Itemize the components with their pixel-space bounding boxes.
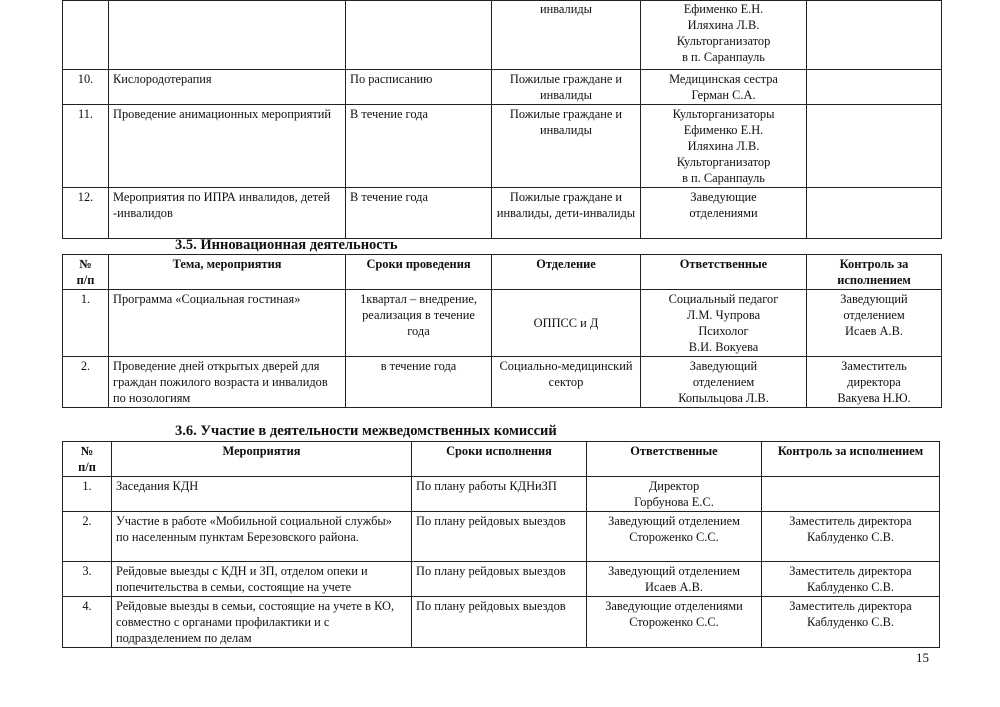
event-cell: Участие в работе «Мобильной социальной службы» по населенным пунктам Березовского района. [112, 512, 412, 562]
header-control: Контроль за исполнением [762, 442, 940, 477]
row-number: 2. [63, 357, 109, 408]
timing-cell: В течение года [346, 105, 492, 188]
control-cell [807, 1, 942, 70]
section-heading-3-5: 3.5. Инновационная деятельность [175, 237, 398, 253]
control-cell [807, 188, 942, 239]
responsible-cell: Медицинская сестра Герман С.А. [641, 70, 807, 105]
timing-cell: В течение года [346, 188, 492, 239]
table-header-row [63, 255, 942, 290]
table-row [63, 512, 940, 562]
event-cell: Заседания КДН [112, 477, 412, 512]
table-row [63, 290, 942, 357]
header-dates: Сроки исполнения [412, 442, 587, 477]
responsible-cell: Директор Горбунова Е.С. [587, 477, 762, 512]
timing-cell: По плану рейдовых выездов [412, 597, 587, 648]
target-cell: Пожилые граждане и инвалиды [492, 70, 641, 105]
responsible-cell: Социальный педагог Л.М. Чупрова Психолог В.И. Вокуева [641, 290, 807, 357]
table-row [63, 477, 940, 512]
target-cell: инвалиды [492, 1, 641, 70]
control-cell: Заместитель директора Каблуденко С.В. [762, 597, 940, 648]
activities-table-continued [62, 0, 942, 239]
department-cell: ОППСС и Д [492, 290, 641, 357]
responsible-cell: Культорганизаторы Ефименко Е.Н. Иляхина Л.В. Культорганизатор в п. Саранпауль [641, 105, 807, 188]
responsible-cell: Заведующие отделениями Стороженко С.С. [587, 597, 762, 648]
row-number: 10. [63, 70, 109, 105]
section-heading-3-6: 3.6. Участие в деятельности межведомственных комиссий [175, 423, 557, 439]
table-row [63, 1, 942, 70]
responsible-cell: Заведующий отделением Стороженко С.С. [587, 512, 762, 562]
header-events: Мероприятия [112, 442, 412, 477]
header-number: № п/п [63, 442, 112, 477]
event-cell: Проведение дней открытых дверей для граждан пожилого возраста и инвалидов по нозологиям [109, 357, 346, 408]
interagency-table [62, 441, 940, 648]
innovation-table [62, 254, 942, 408]
table-header-row [63, 442, 940, 477]
row-number: 12. [63, 188, 109, 239]
target-cell: Пожилые граждане и инвалиды, дети-инвалиды [492, 188, 641, 239]
timing-cell: По плану рейдовых выездов [412, 562, 587, 597]
table-row [63, 105, 942, 188]
timing-cell: 1квартал – внедрение, реализация в течение года [346, 290, 492, 357]
page-number: 15 [916, 650, 929, 665]
timing-cell: По плану рейдовых выездов [412, 512, 587, 562]
table-row [63, 70, 942, 105]
event-cell [109, 1, 346, 70]
table-row [63, 597, 940, 648]
event-cell: Мероприятия по ИПРА инвалидов, детей -инвалидов [109, 188, 346, 239]
row-number: 2. [63, 512, 112, 562]
table-row [63, 562, 940, 597]
responsible-cell: Ефименко Е.Н. Иляхина Л.В. Культорганизатор в п. Саранпауль [641, 1, 807, 70]
responsible-cell: Заведующие отделениями [641, 188, 807, 239]
event-cell: Программа «Социальная гостиная» [109, 290, 346, 357]
control-cell: Заместитель директора Каблуденко С.В. [762, 562, 940, 597]
event-cell: Рейдовые выезды в семьи, состоящие на учете в КО, совместно с органами профилактики и с подразделением по делам [112, 597, 412, 648]
control-cell [807, 70, 942, 105]
table-row [63, 357, 942, 408]
row-number: 4. [63, 597, 112, 648]
header-topic: Тема, мероприятия [109, 255, 346, 290]
department-cell: Социально-медицинский сектор [492, 357, 641, 408]
responsible-cell: Заведующий отделением Копыльцова Л.В. [641, 357, 807, 408]
control-cell: Заместитель директора Каблуденко С.В. [762, 512, 940, 562]
header-responsible: Ответственные [641, 255, 807, 290]
timing-cell: По плану работы КДНиЗП [412, 477, 587, 512]
table-row [63, 188, 942, 239]
timing-cell: в течение года [346, 357, 492, 408]
control-cell: Заведующий отделением Исаев А.В. [807, 290, 942, 357]
timing-cell [346, 1, 492, 70]
header-dates: Сроки проведения [346, 255, 492, 290]
row-number: 11. [63, 105, 109, 188]
header-responsible: Ответственные [587, 442, 762, 477]
event-cell: Кислородотерапия [109, 70, 346, 105]
row-number: 1. [63, 290, 109, 357]
target-cell: Пожилые граждане и инвалиды [492, 105, 641, 188]
header-control: Контроль за исполнением [807, 255, 942, 290]
header-department: Отделение [492, 255, 641, 290]
control-cell [762, 477, 940, 512]
event-cell: Рейдовые выезды с КДН и ЗП, отделом опеки и попечительства в семьи, состоящие на учете [112, 562, 412, 597]
row-number: 3. [63, 562, 112, 597]
header-number: № п/п [63, 255, 109, 290]
timing-cell: По расписанию [346, 70, 492, 105]
control-cell [807, 105, 942, 188]
row-number: 1. [63, 477, 112, 512]
row-number [63, 1, 109, 70]
event-cell: Проведение анимационных мероприятий [109, 105, 346, 188]
responsible-cell: Заведующий отделением Исаев А.В. [587, 562, 762, 597]
control-cell: Заместитель директора Вакуева Н.Ю. [807, 357, 942, 408]
